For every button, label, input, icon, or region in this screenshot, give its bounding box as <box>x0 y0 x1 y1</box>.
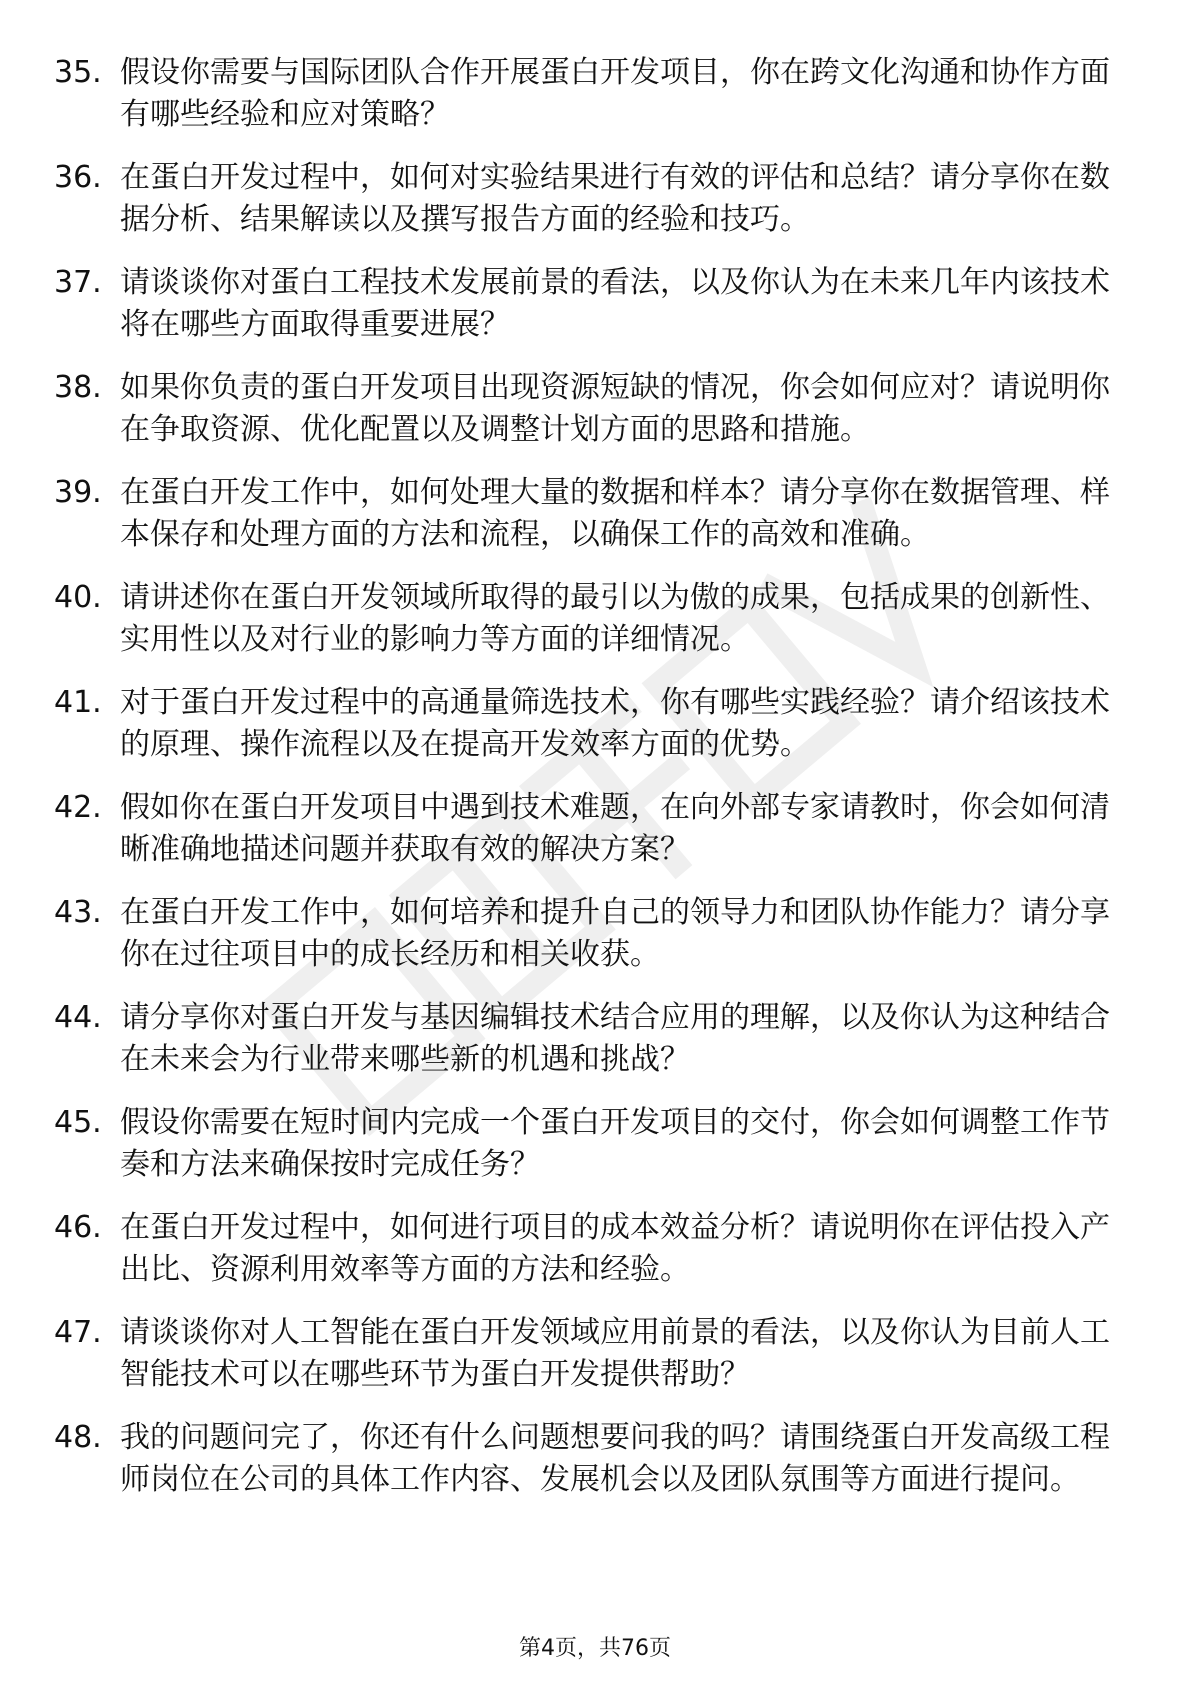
question-text: 在蛋白开发过程中，如何对实验结果进行有效的评估和总结？请分享你在数据分析、结果解读以及撰写报告方面的经验和技巧。 <box>120 160 1110 237</box>
list-item <box>54 682 1134 766</box>
question-number: 37. <box>54 265 102 300</box>
question-number: 45. <box>54 1105 102 1140</box>
question-number: 38. <box>54 370 102 405</box>
list-item <box>54 997 1134 1081</box>
list-item <box>54 892 1134 976</box>
list-item <box>54 577 1134 661</box>
question-text: 请讲述你在蛋白开发领域所取得的最引以为傲的成果，包括成果的创新性、实用性以及对行业的影响力等方面的详细情况。 <box>120 580 1110 657</box>
list-item <box>54 1312 1134 1396</box>
list-item <box>54 1102 1134 1186</box>
question-text: 请谈谈你对蛋白工程技术发展前景的看法，以及你认为在未来几年内该技术将在哪些方面取得重要进展？ <box>120 265 1110 342</box>
question-list <box>54 52 1134 1522</box>
list-item <box>54 262 1134 346</box>
question-number: 40. <box>54 580 102 615</box>
question-text: 在蛋白开发工作中，如何处理大量的数据和样本？请分享你在数据管理、样本保存和处理方面的方法和流程，以确保工作的高效和准确。 <box>120 475 1110 552</box>
question-text: 假设你需要在短时间内完成一个蛋白开发项目的交付，你会如何调整工作节奏和方法来确保按时完成任务？ <box>120 1105 1110 1182</box>
question-number: 48. <box>54 1420 102 1455</box>
question-text: 对于蛋白开发过程中的高通量筛选技术，你有哪些实践经验？请介绍该技术的原理、操作流程以及在提高开发效率方面的优势。 <box>120 685 1110 762</box>
list-item <box>54 787 1134 871</box>
question-number: 35. <box>54 55 102 90</box>
question-text: 假如你在蛋白开发项目中遇到技术难题，在向外部专家请教时，你会如何清晰准确地描述问题并获取有效的解决方案？ <box>120 790 1110 867</box>
question-text: 我的问题问完了，你还有什么问题想要问我的吗？请围绕蛋白开发高级工程师岗位在公司的具体工作内容、发展机会以及团队氛围等方面进行提问。 <box>120 1420 1110 1497</box>
question-number: 41. <box>54 685 102 720</box>
question-text: 请谈谈你对人工智能在蛋白开发领域应用前景的看法，以及你认为目前人工智能技术可以在哪些环节为蛋白开发提供帮助？ <box>120 1315 1110 1392</box>
question-number: 36. <box>54 160 102 195</box>
list-item <box>54 1207 1134 1291</box>
question-number: 39. <box>54 475 102 510</box>
question-text: 假设你需要与国际团队合作开展蛋白开发项目，你在跨文化沟通和协作方面有哪些经验和应对策略？ <box>120 55 1110 132</box>
list-item <box>54 157 1134 241</box>
question-number: 46. <box>54 1210 102 1245</box>
question-text: 在蛋白开发工作中，如何培养和提升自己的领导力和团队协作能力？请分享你在过往项目中的成长经历和相关收获。 <box>120 895 1110 972</box>
page-footer: 第4页，共76页 <box>519 1636 671 1661</box>
question-number: 44. <box>54 1000 102 1035</box>
question-number: 43. <box>54 895 102 930</box>
question-text: 如果你负责的蛋白开发项目出现资源短缺的情况，你会如何应对？请说明你在争取资源、优化配置以及调整计划方面的思路和措施。 <box>120 370 1110 447</box>
question-number: 47. <box>54 1315 102 1350</box>
list-item <box>54 367 1134 451</box>
list-item <box>54 1417 1134 1501</box>
question-text: 请分享你对蛋白开发与基因编辑技术结合应用的理解，以及你认为这种结合在未来会为行业带来哪些新的机遇和挑战？ <box>120 1000 1110 1077</box>
question-number: 42. <box>54 790 102 825</box>
list-item <box>54 52 1134 136</box>
list-item <box>54 472 1134 556</box>
question-text: 在蛋白开发过程中，如何进行项目的成本效益分析？请说明你在评估投入产出比、资源利用效率等方面的方法和经验。 <box>120 1210 1110 1287</box>
